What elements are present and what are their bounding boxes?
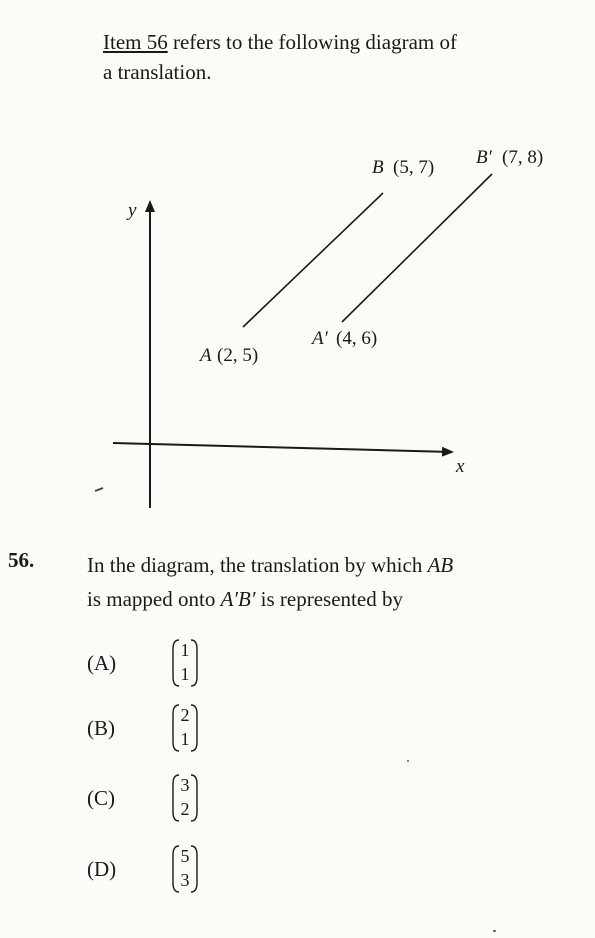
point-a-prime-label: A′: [312, 328, 328, 349]
segment-ab: [243, 193, 383, 327]
point-b-label: B: [372, 157, 384, 178]
paper-speck: [407, 760, 409, 762]
column-vector: [170, 702, 200, 754]
point-a-prime-coords: (4, 6): [336, 328, 378, 349]
question-text-part3: is represented by: [255, 587, 403, 611]
vector-top: 1: [180, 640, 190, 660]
column-vector: [170, 772, 200, 824]
option-letter: (B): [87, 716, 115, 740]
question-text-part1: In the diagram, the translation by which: [87, 553, 428, 577]
option-a[interactable]: [87, 637, 287, 693]
vector-bottom: 1: [180, 664, 190, 684]
intro-line2: a translation.: [103, 60, 212, 84]
intro-line1: refers to the following diagram of: [167, 30, 457, 54]
vector-bottom: 3: [180, 870, 190, 890]
vector-top: 2: [180, 705, 190, 725]
vector-bottom: 2: [180, 799, 190, 819]
point-a-label: A: [200, 345, 212, 366]
stray-mark: [95, 488, 103, 491]
vector-top: 3: [180, 775, 190, 795]
x-axis-label: x: [456, 456, 465, 477]
segment-a-prime-b-prime-ref: A′B′: [220, 587, 256, 611]
option-letter: (D): [87, 857, 117, 881]
option-b[interactable]: [87, 702, 287, 758]
paper-speck: [493, 930, 496, 932]
x-axis: [113, 443, 452, 452]
point-b-prime-label: B′: [476, 147, 492, 168]
point-b-coords: (5, 7): [393, 157, 435, 178]
column-vector: [170, 637, 200, 689]
point-a-coords: (2, 5): [217, 345, 259, 366]
question-number: 56.: [8, 548, 35, 572]
segment-ab-ref: AB: [427, 553, 454, 577]
vector-bottom: 1: [180, 729, 190, 749]
option-c[interactable]: [87, 772, 287, 828]
column-vector: [170, 843, 200, 895]
option-letter: (C): [87, 786, 115, 810]
question-text: [87, 548, 567, 616]
item-reference: Item 56: [103, 30, 168, 54]
question-text-part2: is mapped onto: [87, 587, 221, 611]
option-letter: (A): [87, 651, 117, 675]
point-b-prime-coords: (7, 8): [502, 147, 544, 168]
option-d[interactable]: [87, 843, 287, 899]
y-axis-label: y: [128, 200, 137, 221]
vector-top: 5: [180, 846, 190, 866]
segment-a-prime-b-prime: [342, 174, 492, 322]
